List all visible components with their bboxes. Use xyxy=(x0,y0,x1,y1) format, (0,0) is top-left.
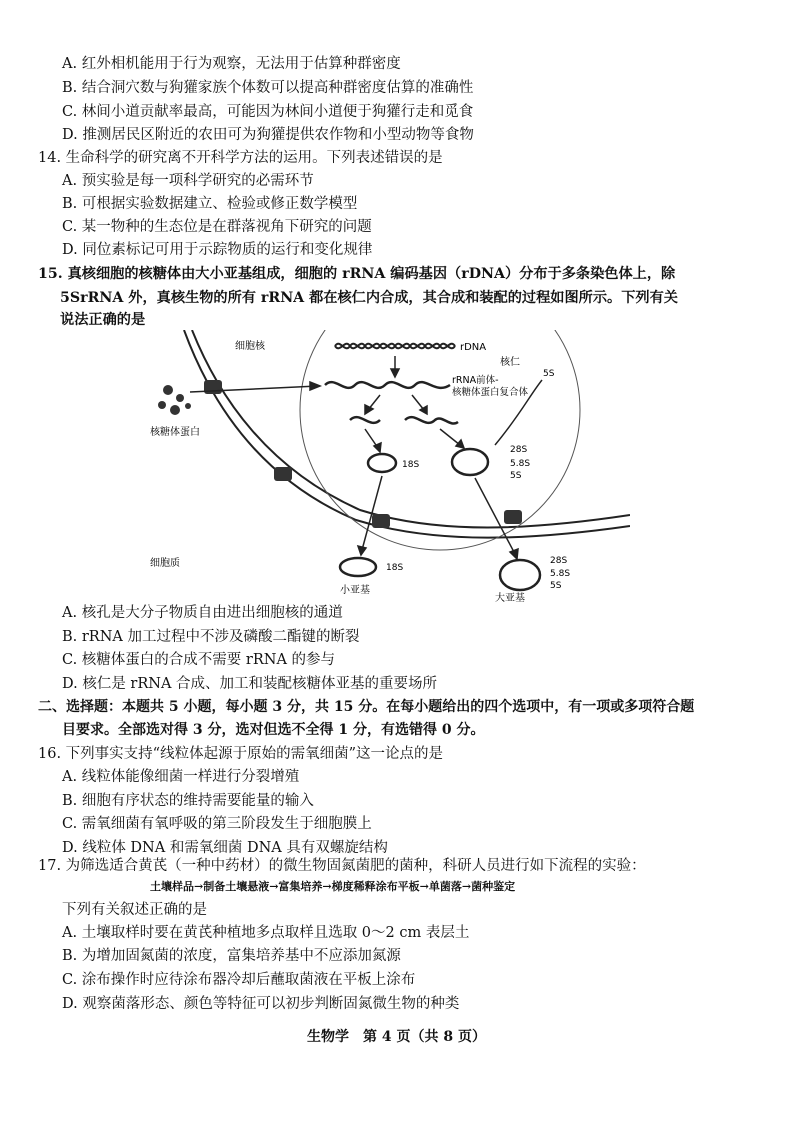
label-precursor-2: 核糖体蛋白复合体 xyxy=(452,387,529,398)
q14-option-a: A. 预实验是每一项科学研究的必需环节 xyxy=(62,173,314,189)
label-nucleus-5s: 5S xyxy=(510,471,522,481)
ribosomal-protein-cluster xyxy=(158,385,191,415)
label-nucleus-5-8s: 5.8S xyxy=(510,459,531,469)
q16-option-a: A. 线粒体能像细菌一样进行分裂增殖 xyxy=(62,769,300,785)
label-small-18s: 18S xyxy=(386,563,404,573)
rdna-helix xyxy=(335,344,455,349)
intermediate-left xyxy=(350,417,380,423)
nuclear-pore xyxy=(204,380,522,528)
label-small-subunit: 小亚基 xyxy=(340,585,370,596)
q15-option-d: D. 核仁是 rRNA 合成、加工和装配核糖体亚基的重要场所 xyxy=(62,676,438,692)
page-footer: 生物学 第 4 页（共 8 页） xyxy=(307,1029,486,1045)
q17-option-b: B. 为增加固氮菌的浓度，富集培养基中不应添加氮源 xyxy=(62,948,401,964)
q17-option-c: C. 涂布操作时应待涂布器冷却后蘸取菌液在平板上涂布 xyxy=(62,972,416,988)
label-nucleus-18s: 18S xyxy=(402,460,420,470)
label-large-28s: 28S xyxy=(550,556,568,566)
nucleolus-outline xyxy=(300,330,580,550)
precursor-complex xyxy=(325,382,450,388)
label-precursor-1: rRNA前体- xyxy=(452,375,499,386)
q13-option-c: C. 林间小道贡献率最高，可能因为林间小道便于狗獾行走和觅食 xyxy=(62,104,474,120)
q15-option-a: A. 核孔是大分子物质自由进出细胞核的通道 xyxy=(62,605,343,621)
intermediate-right xyxy=(405,417,458,423)
q14-option-c: C. 某一物种的生态位是在群落视角下研究的问题 xyxy=(62,219,372,235)
q15-option-c: C. 核糖体蛋白的合成不需要 rRNA 的参与 xyxy=(62,652,336,668)
label-ribosomal-protein: 核糖体蛋白 xyxy=(150,427,200,438)
q17-option-a: A. 土壤取样时要在黄芪种植地多点取样且选取 0～2 cm 表层土 xyxy=(62,925,470,941)
q17-stem: 17. 为筛选适合黄芪（一种中药材）的微生物固氮菌肥的菌种，科研人员进行如下流程的实验： xyxy=(38,858,646,874)
q15-option-b: B. rRNA 加工过程中不涉及磷酸二酯键的断裂 xyxy=(62,629,360,645)
section2-line1: 二、选择题：本题共 5 小题，每小题 3 分，共 15 分。在每小题给出的四个选项中，有一项或多项符合题 xyxy=(38,699,695,715)
label-nucleus: 细胞核 xyxy=(235,341,265,352)
section2-line2: 目要求。全部选对得 3 分，选对但选不全得 1 分，有选错得 0 分。 xyxy=(62,722,485,738)
q16-option-c: C. 需氧细菌有氧呼吸的第三阶段发生于细胞膜上 xyxy=(62,816,372,832)
q15-stem-line3: 说法正确的是 xyxy=(60,312,146,328)
q16-stem: 16. 下列事实支持“线粒体起源于原始的需氧细菌”这一论点的是 xyxy=(38,746,443,762)
q17-lead: 下列有关叙述正确的是 xyxy=(62,902,207,918)
q17-option-d: D. 观察菌落形态、颜色等特征可以初步判断固氮微生物的种类 xyxy=(62,996,460,1012)
nuclear-envelope xyxy=(184,330,630,538)
q17-flow: 土壤样品→制备土壤悬液→富集培养→梯度稀释涂布平板→单菌落→菌种鉴定 xyxy=(150,880,516,893)
q15-stem-line2: 5SrRNA 外，真核生物的所有 rRNA 都在核仁内合成，其合成和装配的过程如图所示。下列有关 xyxy=(60,290,678,306)
label-large-5-8s: 5.8S xyxy=(550,569,571,579)
q15-stem-line1: 15. 真核细胞的核糖体由大小亚基组成，细胞的 rRNA 编码基因（rDNA）分布于多条染色体上，除 xyxy=(38,266,676,282)
label-large-subunit: 大亚基 xyxy=(495,593,525,604)
label-large-5s: 5S xyxy=(550,581,562,591)
q13-option-d: D. 推测居民区附近的农田可为狗獾提供农作物和小型动物等食物 xyxy=(62,127,474,143)
label-nucleus-28s: 28S xyxy=(510,445,528,455)
nuclear-18s-particle xyxy=(368,454,396,472)
small-subunit-shape xyxy=(340,558,376,576)
q16-option-b: B. 细胞有序状态的维持需要能量的输入 xyxy=(62,793,314,809)
q14-option-d: D. 同位素标记可用于示踪物质的运行和变化规律 xyxy=(62,242,373,258)
q14-stem: 14. 生命科学的研究离不开科学方法的运用。下列表述错误的是 xyxy=(38,150,443,166)
q16-option-d: D. 线粒体 DNA 和需氧细菌 DNA 具有双螺旋结构 xyxy=(62,840,388,856)
label-cytoplasm: 细胞质 xyxy=(150,558,180,569)
label-rdna: rDNA xyxy=(460,342,487,353)
q13-option-a: A. 红外相机能用于行为观察，无法用于估算种群密度 xyxy=(62,56,401,72)
large-subunit-shape xyxy=(500,560,540,590)
q14-option-b: B. 可根据实验数据建立、检验或修正数学模型 xyxy=(62,196,358,212)
nuclear-large-particle xyxy=(452,449,488,475)
label-5s-top: 5S xyxy=(543,369,555,379)
ribosome-assembly-diagram xyxy=(150,330,630,605)
q13-option-b: B. 结合洞穴数与狗獾家族个体数可以提高种群密度估算的准确性 xyxy=(62,80,474,96)
label-nucleolus: 核仁 xyxy=(500,357,520,368)
